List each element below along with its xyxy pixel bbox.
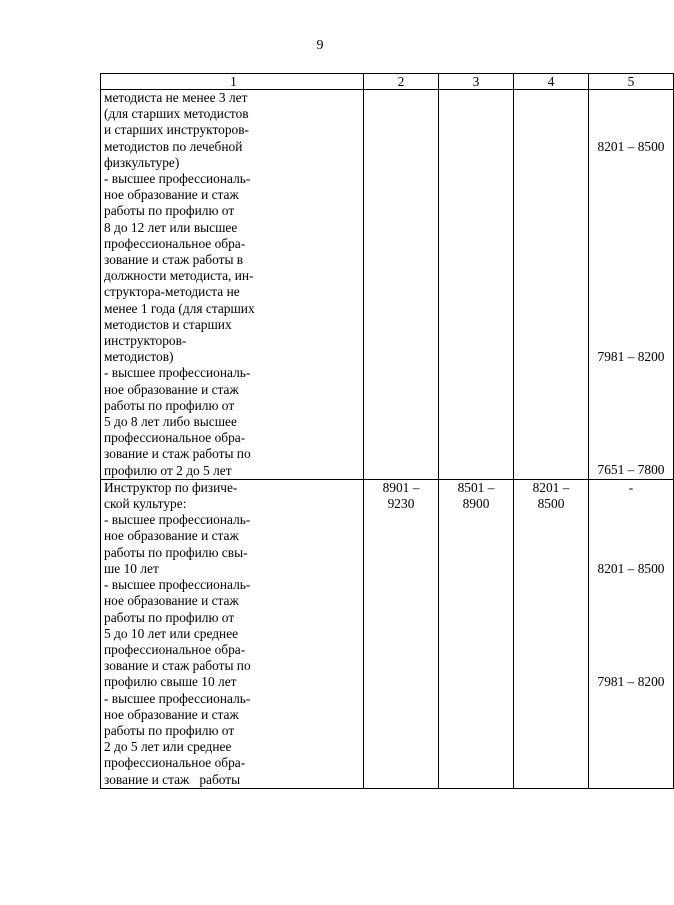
text-line: 8201 –	[532, 479, 570, 495]
text-line: и старших инструкторов-	[104, 122, 250, 138]
salary-range: 8201 – 8500	[597, 560, 665, 576]
text-line: - высшее профессиональ-	[104, 365, 251, 381]
text-line: - высшее профессиональ-	[104, 690, 251, 706]
text-line: работы по профилю от	[104, 203, 235, 219]
salary-range: 7651 – 7800	[597, 462, 665, 478]
table-header-row	[101, 74, 674, 90]
text-line: - высшее профессиональ-	[104, 577, 251, 593]
table-row	[101, 90, 674, 480]
salary-cell	[514, 90, 589, 480]
text-line: Инструктор по физиче-	[104, 479, 238, 495]
text-line: ное образование и стаж	[104, 593, 239, 609]
text-line: 9230	[387, 496, 415, 512]
salary-cell	[589, 479, 674, 788]
salary-range: 7981 – 8200	[597, 674, 665, 690]
text-line: 8901 –	[382, 479, 420, 495]
text-line: - высшее профессиональ-	[104, 171, 251, 187]
salary-cell	[364, 479, 439, 788]
text-line: профессиональное обра-	[104, 641, 246, 657]
salary-cell	[364, 90, 439, 480]
text-line: работы по профилю от	[104, 722, 235, 738]
text-line: профилю от 2 до 5 лет	[104, 462, 232, 478]
text-line: 8500	[537, 496, 565, 512]
salary-range: 8201 – 8500	[597, 138, 665, 154]
text-line: (для старших методистов	[104, 106, 249, 122]
text-line: инструкторов-	[104, 333, 187, 349]
text-line: зование и стаж работы по	[104, 446, 251, 462]
text-line: профессиональное обра-	[104, 430, 246, 446]
text-line: зование и стаж работы	[104, 771, 241, 787]
header-col-1: 1	[101, 74, 364, 90]
header-col-2: 2	[364, 74, 439, 90]
salary-table	[100, 73, 674, 789]
salary-range: -	[628, 479, 634, 495]
text-line: 5 до 10 лет или среднее	[104, 625, 239, 641]
text-line: физкультуре)	[104, 154, 180, 170]
salary-range: 7981 – 8200	[597, 349, 665, 365]
text-line: профессиональное обра-	[104, 235, 246, 251]
text-line: ное образование и стаж	[104, 381, 239, 397]
text-line: 8501 –	[457, 479, 495, 495]
text-line: работы по профилю от	[104, 397, 235, 413]
text-line: работы по профилю свы-	[104, 544, 248, 560]
text-line: зование и стаж работы по	[104, 658, 251, 674]
salary-cell	[439, 90, 514, 480]
text-line: - высшее профессиональ-	[104, 512, 251, 528]
text-line: должности методиста, ин-	[104, 268, 254, 284]
text-line: ное образование и стаж	[104, 706, 239, 722]
text-line: ное образование и стаж	[104, 187, 239, 203]
text-line: зование и стаж работы в	[104, 252, 244, 268]
text-line: менее 1 года (для старших	[104, 300, 255, 316]
salary-cell	[589, 90, 674, 480]
page-number: 9	[316, 38, 324, 53]
table-row	[101, 479, 674, 788]
text-line: профилю свыше 10 лет	[104, 674, 237, 690]
text-line: методиста не менее 3 лет	[104, 90, 248, 105]
text-line: методистов по лечебной	[104, 138, 243, 154]
text-line: ской культуре:	[104, 496, 187, 512]
position-description-cell	[101, 90, 364, 480]
header-col-5: 5	[589, 74, 674, 90]
text-line: методистов)	[104, 349, 174, 365]
text-line: 5 до 8 лет либо высшее	[104, 414, 237, 430]
text-line: методистов и старших	[104, 316, 232, 332]
salary-cell	[439, 479, 514, 788]
header-col-3: 3	[439, 74, 514, 90]
text-line: 8 до 12 лет или высшее	[104, 219, 238, 235]
text-line: ное образование и стаж	[104, 528, 239, 544]
text-line: профессиональное обра-	[104, 755, 246, 771]
text-line: работы по профилю от	[104, 609, 235, 625]
header-col-4: 4	[514, 74, 589, 90]
text-line: структора-методиста не	[104, 284, 240, 300]
salary-cell	[514, 479, 589, 788]
text-line: 8900	[462, 496, 490, 512]
text-line: ше 10 лет	[104, 560, 159, 576]
text-line: 2 до 5 лет или среднее	[104, 739, 232, 755]
position-description-cell	[101, 479, 364, 788]
